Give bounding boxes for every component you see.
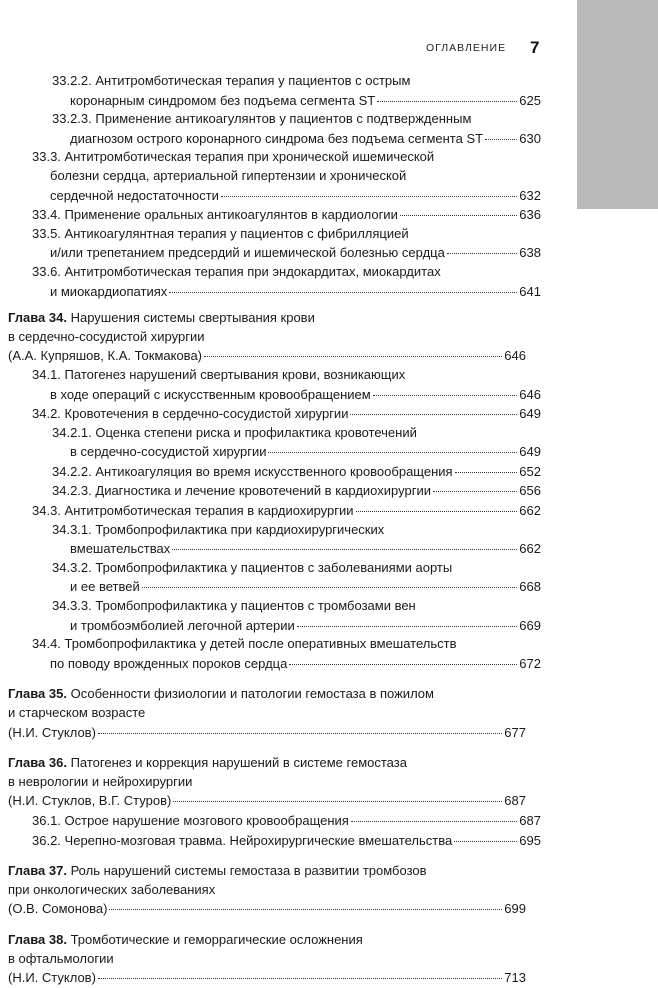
toc-line: [8, 931, 526, 950]
toc-text: Антитромботическая терапия у пациентов с острым: [95, 73, 411, 88]
toc-entry: [32, 501, 541, 521]
toc-text: Тромботические и геморрагические осложнения: [70, 931, 363, 947]
toc-page-number: 662: [519, 503, 541, 519]
toc-page-number: 652: [519, 463, 541, 479]
toc-text: и/или трепетанием предсердий и ишемической болезнью сердца: [50, 245, 445, 261]
toc-page-number: 677: [504, 724, 526, 740]
toc-page-number: 695: [519, 832, 541, 848]
toc-text: в ходе операций с искусственным кровообращением: [50, 386, 371, 402]
dot-leader: [351, 808, 517, 822]
toc-text: Антикоагулянтная терапия у пациентов с фибрилляцией: [64, 225, 409, 241]
toc-line: [32, 205, 541, 225]
toc-text: и старческом возрасте: [8, 705, 146, 720]
dot-leader: [373, 382, 518, 396]
toc-chapter: [8, 685, 526, 742]
toc-chapter: [8, 754, 526, 811]
toc-text: Кровотечения в сердечно-сосудистой хирургии: [64, 406, 349, 422]
toc-entry: [32, 635, 541, 673]
dot-leader: [221, 183, 517, 197]
toc-entry: [52, 424, 541, 462]
toc-text: и ее ветвей: [70, 579, 140, 595]
toc-line: [32, 404, 541, 424]
toc-line: [52, 129, 541, 149]
dot-leader: [377, 88, 517, 102]
chapter-label: Глава 36.: [8, 755, 67, 771]
toc-page-number: 646: [519, 386, 541, 402]
toc-text: 33.5.: [32, 225, 61, 241]
toc-page-number: 687: [519, 812, 541, 828]
toc-text: 34.2.1.: [52, 424, 92, 440]
toc-page-number: 638: [519, 245, 541, 261]
toc-text: Тромбопрофилактика при кардиохирургических: [95, 521, 385, 537]
toc-text: Применение оральных антикоагулянтов в кардиологии: [64, 207, 398, 223]
chapter-authors: (А.А. Купряшов, К.А. Токмакова): [8, 348, 203, 364]
toc-line: [32, 148, 541, 167]
toc-text: сердечной недостаточности: [50, 187, 219, 203]
dot-leader: [98, 720, 502, 734]
chapter-label: Глава 38.: [8, 931, 67, 947]
toc-text: 34.1.: [32, 366, 61, 382]
toc-page-number: 687: [504, 793, 526, 809]
toc-text: 34.2.2.: [52, 463, 92, 479]
dot-leader: [485, 126, 517, 140]
toc-text: Черепно-мозговая травма. Нейрохирургические вмешательства: [64, 832, 453, 848]
toc-text: Оценка степени риска и профилактика кровотечений: [95, 424, 417, 440]
toc-text: Особенности физиологии и патологии гемостаза в пожилом: [70, 686, 434, 702]
chapter-label: Глава 34.: [8, 310, 67, 326]
chapter-authors: (Н.И. Стуклов): [8, 724, 96, 740]
toc-line: [8, 723, 526, 743]
dot-leader: [433, 478, 517, 492]
toc-text: Тромбопрофилактика у детей после оперативных вмешательств: [64, 636, 457, 652]
toc-entry: [52, 521, 541, 559]
dot-leader: [400, 202, 517, 216]
toc-text: болезни сердца, артериальной гипертензии и хронической: [50, 167, 407, 183]
toc-entry: [52, 110, 541, 148]
toc-chapter: [8, 862, 526, 919]
toc-text: 34.2.3.: [52, 483, 92, 499]
dot-leader: [447, 240, 517, 254]
dot-leader: [173, 788, 502, 802]
dot-leader: [109, 896, 502, 910]
toc-entry: [32, 831, 541, 851]
dot-leader: [172, 536, 517, 550]
toc-text: Антитромботическая терапия в кардиохирургии: [64, 503, 354, 519]
toc-page-number: 641: [519, 283, 541, 299]
dot-leader: [268, 439, 517, 453]
toc-text: 34.3.2.: [52, 559, 92, 575]
toc-chapter: [8, 309, 526, 366]
toc-text: Нарушения системы свертывания крови: [70, 310, 315, 326]
toc-text: 34.2.: [32, 406, 61, 422]
dot-leader: [169, 279, 517, 293]
chapter-authors: (О.В. Сомонова): [8, 901, 108, 917]
toc-text: Антитромботическая терапия при эндокардитах, миокардитах: [64, 263, 441, 279]
toc-text: 33.4.: [32, 207, 61, 223]
toc-entry: [32, 225, 541, 263]
toc-line: [8, 862, 526, 881]
toc-text: Тромбопрофилактика у пациентов с тромбозами вен: [95, 598, 416, 614]
toc-line: [32, 654, 541, 674]
toc-line: [52, 110, 541, 129]
toc-line: [8, 309, 526, 328]
toc-entry: [32, 366, 541, 404]
toc-line: [52, 616, 541, 636]
toc-text: 33.6.: [32, 263, 61, 279]
toc-chapter: [8, 931, 526, 988]
toc-line: [32, 831, 541, 851]
toc-line: [8, 968, 526, 988]
toc-text: коронарным синдромом без подъема сегмента ST: [70, 92, 376, 108]
toc-line: [52, 539, 541, 559]
toc-entry: [32, 263, 541, 301]
toc-page-number: 632: [519, 187, 541, 203]
toc-page-number: 713: [504, 970, 526, 986]
toc-text: 33.2.2.: [52, 73, 92, 88]
dot-leader: [98, 965, 502, 979]
toc-text: и тромбоэмболией легочной артерии: [70, 617, 295, 633]
toc-entry: [32, 205, 541, 225]
toc-text: Патогенез и коррекция нарушений в системе гемостаза: [70, 755, 407, 771]
chapter-authors: (Н.И. Стуклов): [8, 970, 96, 986]
toc-text: при онкологических заболеваниях: [8, 881, 216, 897]
toc-page-number: 699: [504, 901, 526, 917]
toc-text: 33.2.3.: [52, 111, 92, 127]
toc-page-number: 646: [504, 348, 526, 364]
toc-page-number: 672: [519, 655, 541, 671]
running-title: ОГЛАВЛЕНИЕ: [426, 42, 507, 54]
toc-text: в неврологии и нейрохирургии: [8, 773, 193, 789]
toc-text: 34.3.: [32, 503, 61, 519]
toc-text: и миокардиопатиях: [50, 283, 168, 299]
toc-text: Антикоагуляция во время искусственного кровообращения: [95, 463, 453, 479]
toc-page-number: 668: [519, 579, 541, 595]
toc-page-number: 649: [519, 406, 541, 422]
dot-leader: [455, 459, 518, 473]
toc-text: в офтальмологии: [8, 950, 114, 966]
toc-line: [8, 346, 526, 366]
toc-page-number: 662: [519, 541, 541, 557]
toc-text: в сердечно-сосудистой хирургии: [8, 328, 205, 344]
toc-page-number: 625: [519, 92, 541, 108]
toc-page-number: 630: [519, 130, 541, 146]
toc-text: 33.3.: [32, 149, 61, 165]
toc-page-number: 636: [519, 207, 541, 223]
toc-text: диагнозом острого коронарного синдрома без подъема сегмента ST: [70, 130, 484, 146]
toc-entry: [52, 559, 541, 597]
chapter-label: Глава 37.: [8, 863, 67, 879]
toc-page-number: 669: [519, 617, 541, 633]
toc-line: [8, 685, 526, 704]
toc-text: в сердечно-сосудистой хирургии: [70, 444, 267, 460]
toc-line: [32, 243, 541, 263]
dot-leader: [297, 613, 518, 627]
chapter-authors: (Н.И. Стуклов, В.Г. Стуров): [8, 793, 172, 809]
dot-leader: [356, 498, 518, 512]
dot-leader: [289, 651, 517, 665]
toc-text: Применение антикоагулянтов у пациентов с подтвержденным: [95, 111, 472, 127]
toc-entry: [52, 597, 541, 635]
dot-leader: [204, 343, 502, 357]
toc-page-number: 656: [519, 483, 541, 499]
toc-line: [8, 754, 526, 773]
toc-line: [32, 501, 541, 521]
toc-text: по поводу врожденных пороков сердца: [50, 655, 288, 671]
toc-line: [32, 282, 541, 302]
dot-leader: [454, 828, 517, 842]
toc-entry: [52, 72, 541, 110]
toc-text: 34.3.1.: [52, 521, 92, 537]
toc-text: Антитромботическая терапия при хронической ишемической: [64, 149, 435, 165]
page-number: 7: [530, 38, 540, 57]
toc-line: [52, 577, 541, 597]
toc-text: Диагностика и лечение кровотечений в кардиохирургии: [95, 483, 431, 499]
toc-text: вмешательствах: [70, 541, 171, 557]
toc-text: 34.4.: [32, 636, 61, 652]
toc-entry: [32, 148, 541, 205]
chapter-label: Глава 35.: [8, 686, 67, 702]
toc-text: Острое нарушение мозгового кровообращения: [64, 812, 349, 828]
dot-leader: [350, 401, 517, 415]
toc-line: [52, 91, 541, 111]
table-of-contents: [0, 72, 658, 988]
toc-line: [8, 899, 526, 919]
toc-text: Патогенез нарушений свертывания крови, возникающих: [64, 366, 406, 382]
toc-text: Роль нарушений системы гемостаза в развитии тромбозов: [70, 863, 427, 879]
toc-entry: [32, 404, 541, 424]
dot-leader: [142, 574, 518, 588]
toc-text: 34.3.3.: [52, 598, 92, 614]
toc-text: 36.2.: [32, 832, 61, 848]
toc-text: 36.1.: [32, 812, 61, 828]
toc-text: Тромбопрофилактика у пациентов с заболеваниями аорты: [95, 559, 453, 575]
toc-page-number: 649: [519, 444, 541, 460]
